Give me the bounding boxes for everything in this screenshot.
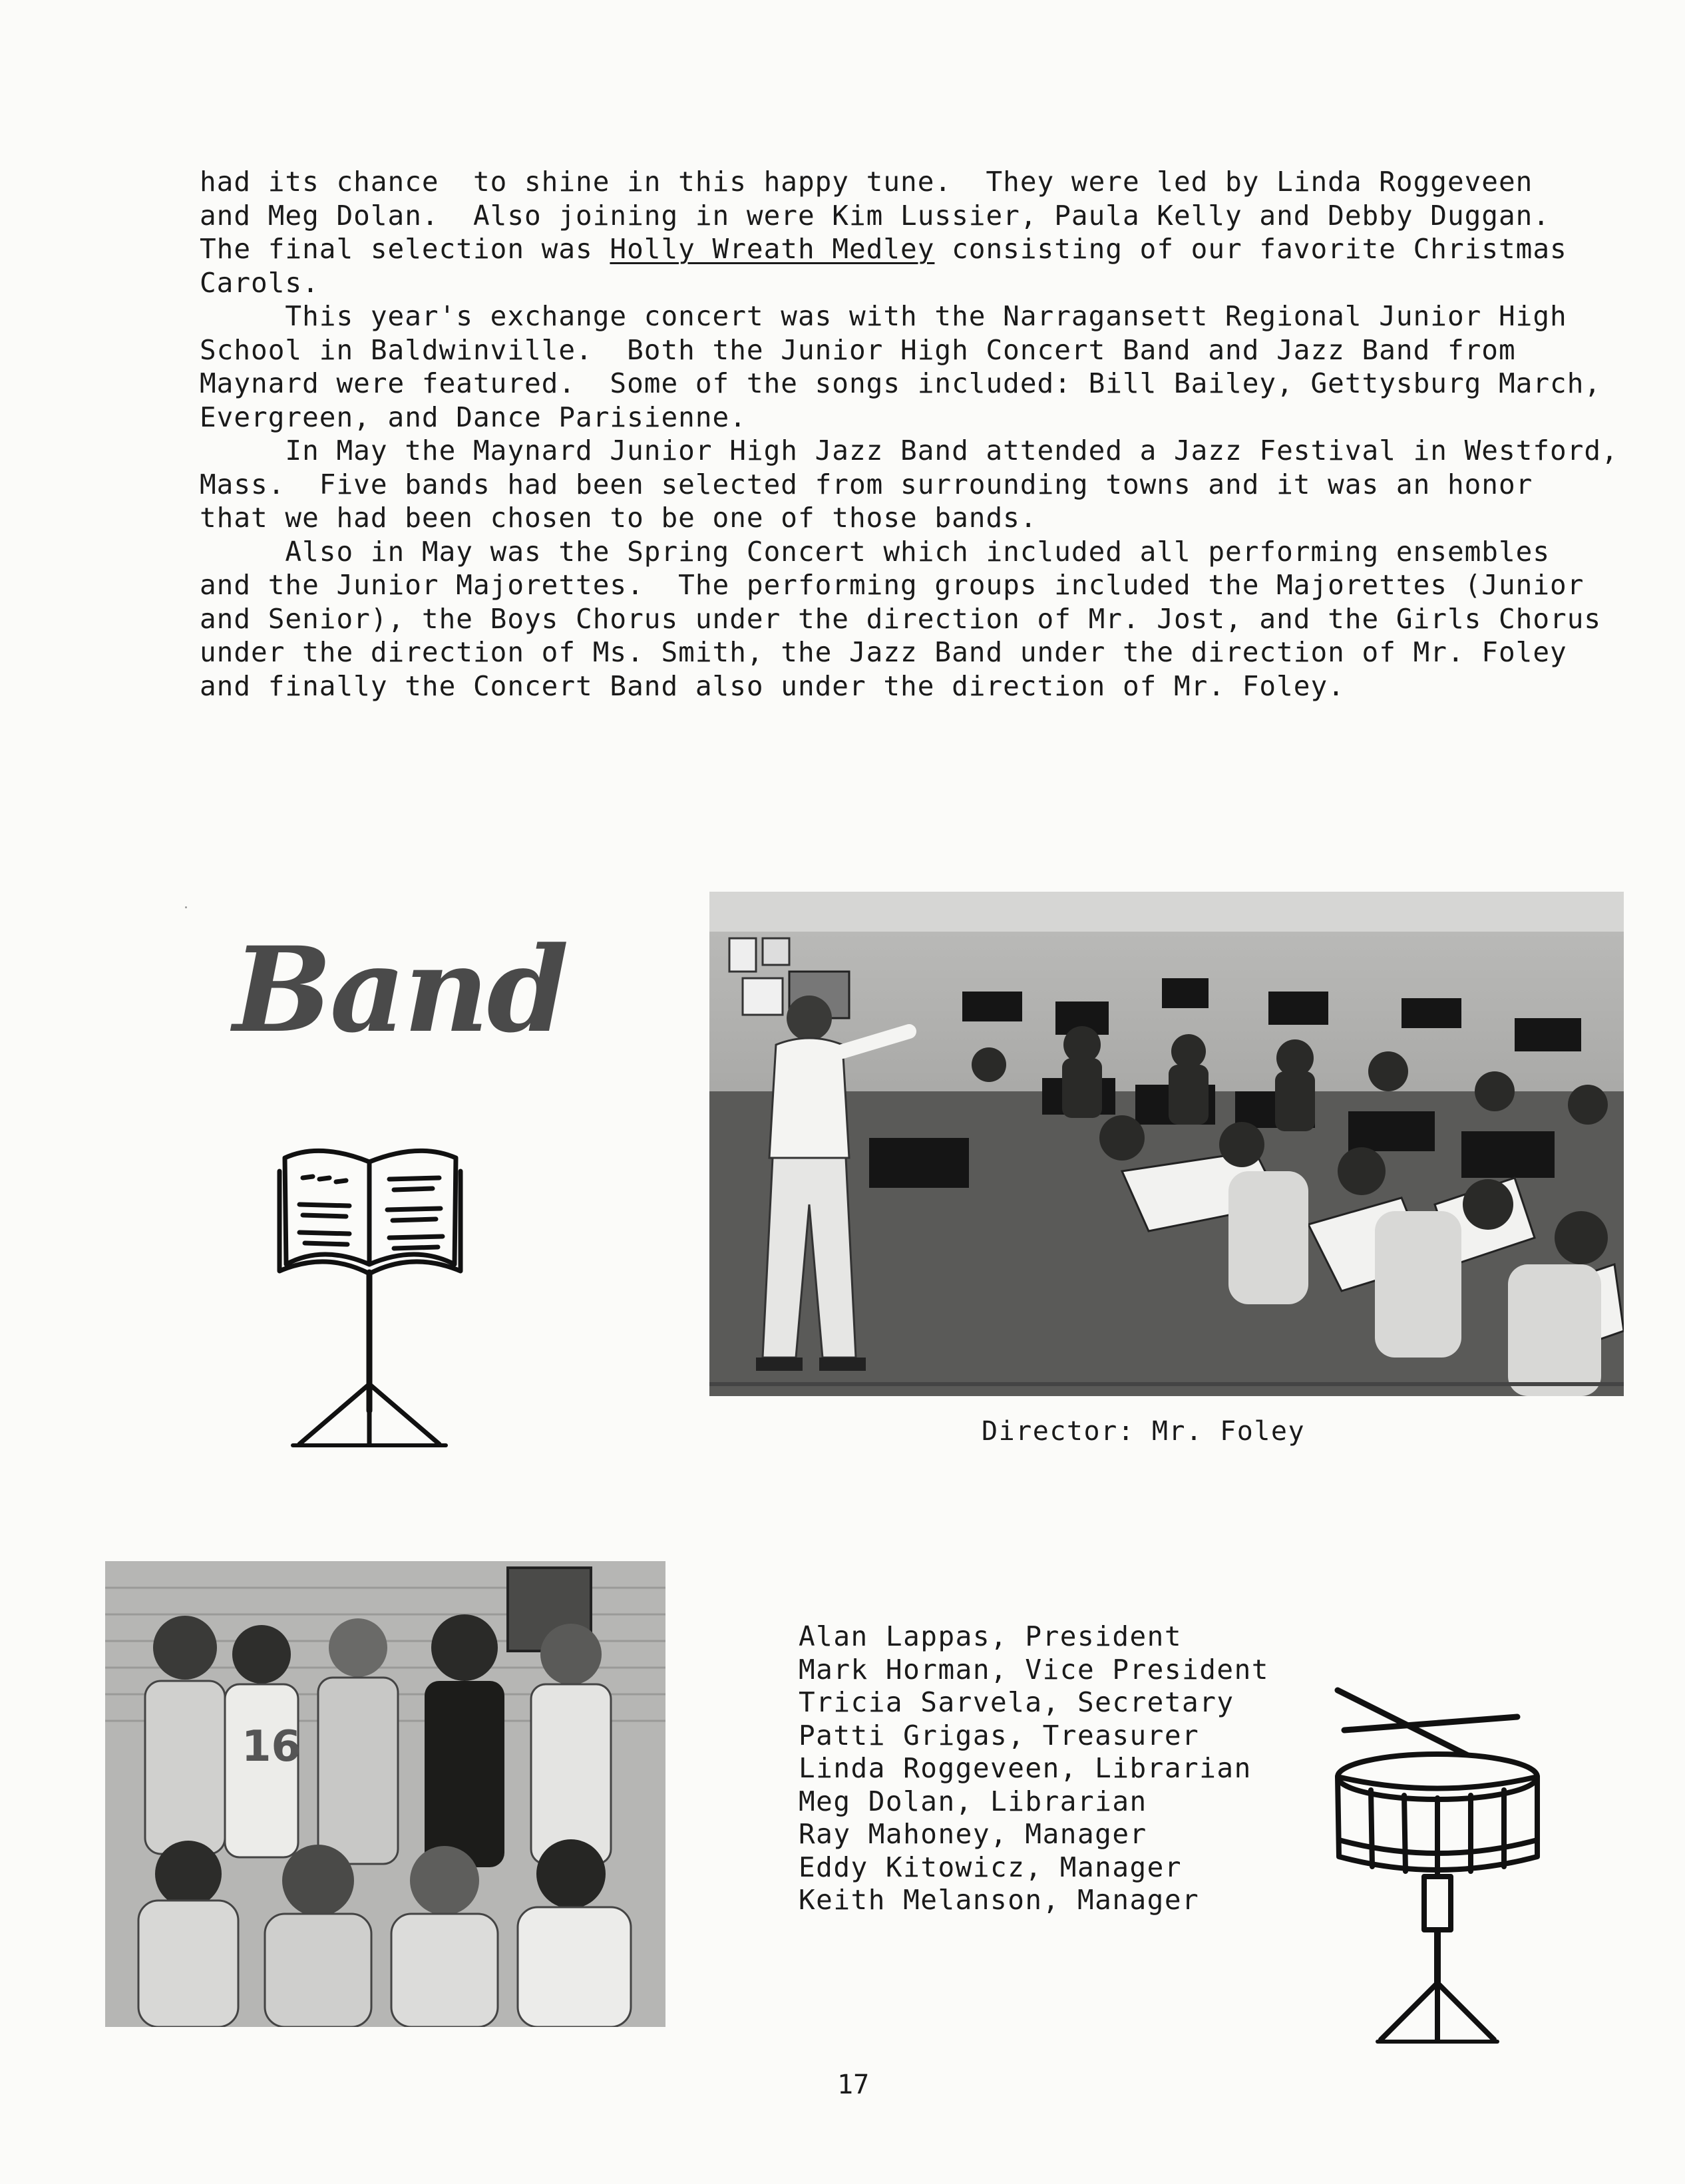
officer-entry: Meg Dolan, Librarian bbox=[799, 1785, 1147, 1817]
text-line: and finally the Concert Band also under the direction of Mr. Foley. bbox=[200, 669, 1345, 702]
text-line: had its chance to shine in this happy tune. They were led by Linda Roggeveen bbox=[200, 166, 1533, 198]
text-line: and Senior), the Boys Chorus under the direction of Mr. Jost, and the Girls Chorus bbox=[200, 602, 1602, 635]
text-line: and the Junior Majorettes. The performing groups included the Majorettes (Junior bbox=[200, 569, 1585, 601]
officer-entry: Patti Grigas, Treasurer bbox=[799, 1719, 1200, 1751]
band-officers-photo bbox=[105, 1561, 665, 2027]
text-line: that we had been chosen to be one of those bands. bbox=[200, 502, 1037, 534]
text-line: Mass. Five bands had been selected from surrounding towns and it was an honor bbox=[200, 468, 1533, 500]
page-number: 17 bbox=[837, 2070, 870, 2100]
text-line: Maynard were featured. Some of the songs included: Bill Bailey, Gettysburg March, bbox=[200, 367, 1602, 399]
text-segment: The final selection was bbox=[200, 233, 610, 265]
text-line: Also in May was the Spring Concert which included all performing ensembles bbox=[200, 535, 1551, 568]
text-line: In May the Maynard Junior High Jazz Band attended a Jazz Festival in Westford, bbox=[200, 435, 1618, 466]
band-photo-caption: Director: Mr. Foley bbox=[982, 1416, 1306, 1447]
officer-entry: Keith Melanson, Manager bbox=[799, 1884, 1200, 1916]
officer-entry: Mark Horman, Vice President bbox=[799, 1653, 1269, 1686]
officer-entry: Eddy Kitowicz, Manager bbox=[799, 1851, 1183, 1883]
officer-entry: Linda Roggeveen, Librarian bbox=[799, 1752, 1252, 1784]
officer-entry: Ray Mahoney, Manager bbox=[799, 1818, 1147, 1850]
snare-drum-icon bbox=[1318, 1677, 1557, 2050]
jersey-number: 16 bbox=[242, 1722, 301, 1771]
text-line: under the direction of Ms. Smith, the Jazz Band under the direction of Mr. Foley bbox=[200, 636, 1567, 668]
text-line: and Meg Dolan. Also joining in were Kim Lussier, Paula Kelly and Debby Duggan. bbox=[200, 199, 1551, 232]
officers-list bbox=[799, 1620, 1269, 1917]
officer-entry: Tricia Sarvela, Secretary bbox=[799, 1686, 1234, 1718]
section-title: Band bbox=[233, 921, 567, 1059]
article-text bbox=[200, 165, 1618, 703]
text-line: Evergreen, and Dance Parisienne. bbox=[200, 401, 747, 433]
officer-entry: Alan Lappas, President bbox=[799, 1620, 1183, 1652]
text-line: Carols. bbox=[200, 266, 319, 299]
song-title: Holly Wreath Medley bbox=[610, 233, 935, 265]
text-line: This year's exchange concert was with the Narragansett Regional Junior High bbox=[200, 300, 1567, 332]
text-segment: consisting of our favorite Christmas bbox=[934, 233, 1567, 265]
text-line: School in Baldwinville. Both the Junior High Concert Band and Jazz Band from bbox=[200, 333, 1516, 366]
music-stand-icon bbox=[266, 1131, 479, 1464]
text-line-with-title bbox=[200, 232, 1610, 266]
band-rehearsal-photo bbox=[709, 892, 1624, 1396]
speck bbox=[185, 906, 187, 908]
